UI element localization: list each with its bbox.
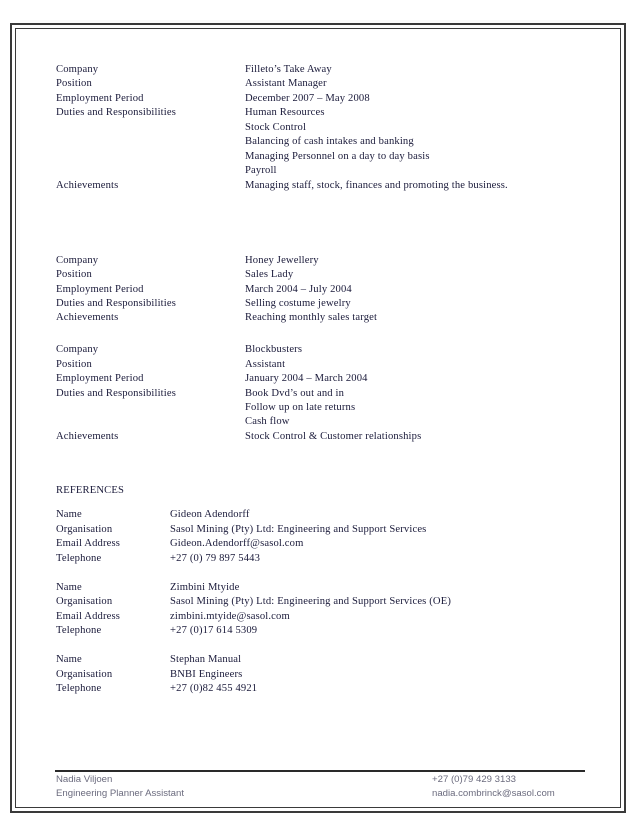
job-achievements-value: Stock Control & Customer relationships: [245, 431, 422, 442]
job-company-value: Filleto’s Take Away: [245, 64, 332, 75]
job-duty-item: Human Resources: [245, 107, 325, 118]
ref-email-label: Email Address: [56, 611, 121, 622]
ref-telephone-value: +27 (0)17 614 5309: [170, 625, 258, 636]
job-duty-item: Managing Personnel on a day to day basis: [245, 151, 430, 162]
job-company-label: Company: [56, 64, 99, 75]
job-achievements-value: Reaching monthly sales target: [245, 312, 378, 323]
job-duty-item: Selling costume jewelry: [245, 298, 351, 309]
job-duty-item: Balancing of cash intakes and banking: [245, 136, 414, 147]
ref-organisation-value: BNBI Engineers: [170, 669, 243, 680]
ref-telephone-label: Telephone: [56, 625, 102, 636]
job-company-label: Company: [56, 255, 99, 266]
footer-title: Engineering Planner Assistant: [56, 788, 184, 799]
ref-name-value: Stephan Manual: [170, 654, 242, 665]
job-duties-label: Duties and Responsibilities: [56, 107, 176, 118]
job-position-label: Position: [56, 359, 92, 370]
job-position-value: Sales Lady: [245, 269, 294, 280]
ref-email-label: Email Address: [56, 538, 121, 549]
ref-name-label: Name: [56, 582, 82, 593]
job-position-label: Position: [56, 269, 92, 280]
job-achievements-label: Achievements: [56, 180, 119, 191]
job-duty-item: Stock Control: [245, 122, 307, 133]
job-period-value: December 2007 – May 2008: [245, 93, 370, 104]
job-period-value: January 2004 – March 2004: [245, 373, 368, 384]
ref-telephone-value: +27 (0)82 455 4921: [170, 683, 258, 694]
job-company-value: Blockbusters: [245, 344, 303, 355]
ref-name-value: Zimbini Mtyide: [170, 582, 240, 593]
job-achievements-label: Achievements: [56, 431, 119, 442]
ref-organisation-value: Sasol Mining (Pty) Ltd: Engineering and Support Services (OE): [170, 596, 452, 607]
ref-name-label: Name: [56, 654, 82, 665]
job-period-label: Employment Period: [56, 284, 144, 295]
job-period-value: March 2004 – July 2004: [245, 284, 352, 295]
footer-divider: [55, 770, 585, 772]
ref-organisation-label: Organisation: [56, 524, 113, 535]
job-position-value: Assistant: [245, 359, 286, 370]
ref-organisation-value: Sasol Mining (Pty) Ltd: Engineering and Support Services: [170, 524, 427, 535]
job-period-label: Employment Period: [56, 373, 144, 384]
footer-phone: +27 (0)79 429 3133: [432, 774, 517, 785]
ref-name-value: Gideon Adendorff: [170, 509, 250, 520]
job-duty-item: Payroll: [245, 165, 277, 176]
ref-email-value: zimbini.mtyide@sasol.com: [170, 611, 290, 622]
ref-telephone-label: Telephone: [56, 683, 102, 694]
ref-organisation-label: Organisation: [56, 669, 113, 680]
job-achievements-label: Achievements: [56, 312, 119, 323]
ref-telephone-value: +27 (0) 79 897 5443: [170, 553, 261, 564]
ref-organisation-label: Organisation: [56, 596, 113, 607]
ref-email-value: Gideon.Adendorff@sasol.com: [170, 538, 304, 549]
ref-telephone-label: Telephone: [56, 553, 102, 564]
job-duty-item: Cash flow: [245, 416, 290, 427]
references-heading: REFERENCES: [56, 485, 125, 496]
footer-email[interactable]: nadia.combrinck@sasol.com: [432, 788, 555, 799]
job-position-label: Position: [56, 78, 92, 89]
job-achievements-value: Managing staff, stock, finances and promoting the business.: [245, 180, 508, 191]
job-duties-label: Duties and Responsibilities: [56, 298, 176, 309]
job-duty-item: Follow up on late returns: [245, 402, 356, 413]
job-company-value: Honey Jewellery: [245, 255, 319, 266]
ref-name-label: Name: [56, 509, 82, 520]
job-period-label: Employment Period: [56, 93, 144, 104]
job-position-value: Assistant Manager: [245, 78, 327, 89]
job-company-label: Company: [56, 344, 99, 355]
footer-name: Nadia Viljoen: [56, 774, 113, 785]
job-duties-label: Duties and Responsibilities: [56, 388, 176, 399]
job-duty-item: Book Dvd’s out and in: [245, 388, 345, 399]
